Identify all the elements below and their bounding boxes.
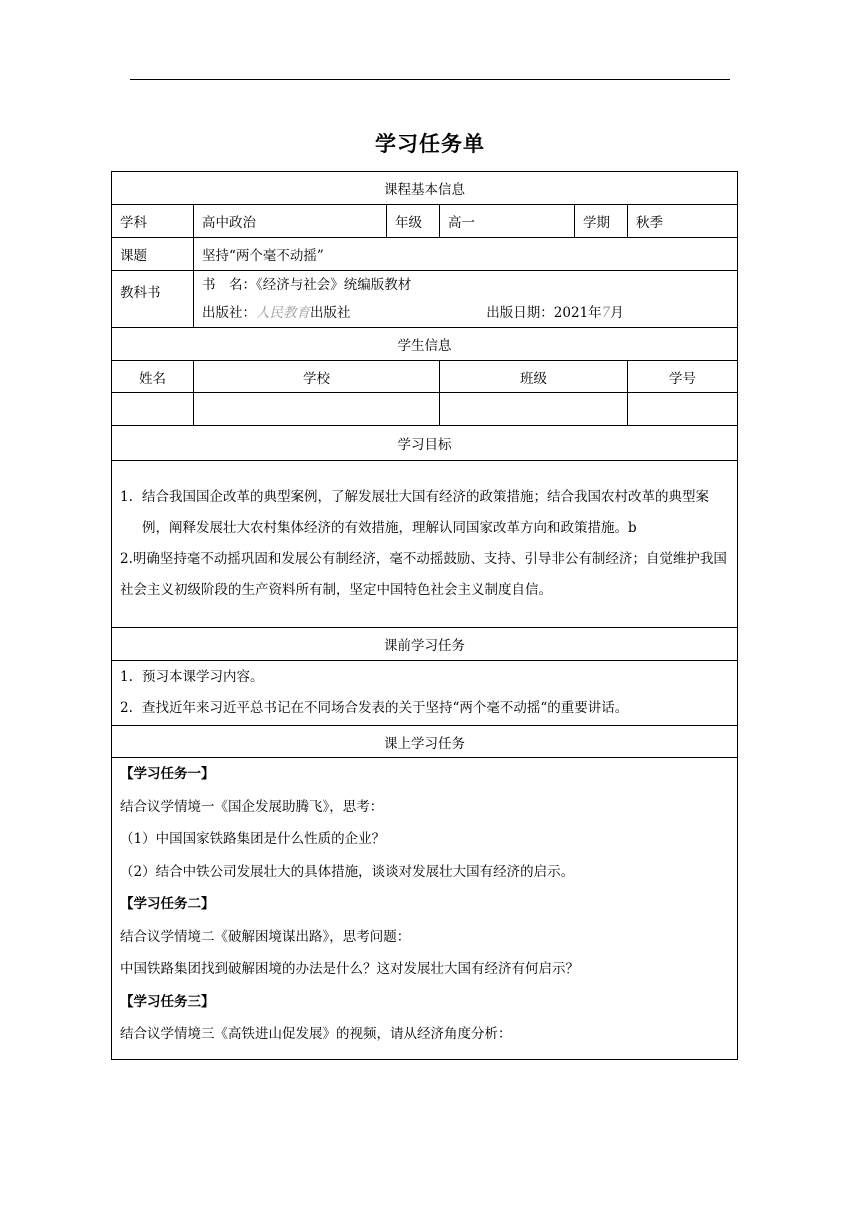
publisher-name-gray: 人民教育 <box>256 305 310 321</box>
publisher-line <box>202 299 729 327</box>
task-heading: 【学习任务三】 <box>120 993 215 1010</box>
objective-number: 1. <box>120 489 133 505</box>
section-header-in-class <box>112 726 738 758</box>
student-id-header: 学号 <box>628 361 738 393</box>
pre-task-number: 1. <box>120 669 133 685</box>
section-title: 课上学习任务 <box>112 726 738 758</box>
course-info-row <box>112 205 738 238</box>
objectives-content <box>112 461 738 628</box>
section-header-student-info <box>112 328 738 361</box>
header-rule <box>130 79 730 80</box>
book-name-value: 《经济与社会》统编版教材 <box>256 277 412 293</box>
publisher-suffix: 出版社 <box>310 305 351 321</box>
page-title: 学习任务单 <box>375 132 485 156</box>
subject-label: 学科 <box>112 205 194 238</box>
task-line: 结合议学情境三《高铁进山促发展》的视频，请从经济角度分析： <box>120 1026 512 1042</box>
section-header-course-info <box>112 172 738 205</box>
section-header-objectives <box>112 426 738 461</box>
grade-value: 高一 <box>440 205 575 238</box>
task-sheet-table <box>111 171 738 1060</box>
topic-label: 课题 <box>112 238 194 271</box>
pre-class-row <box>112 661 738 726</box>
pre-task-text: 查找近年来习近平总书记在不同场合发表的关于坚持“两个毫不动摇“的重要讲话。 <box>142 700 629 716</box>
task-heading: 【学习任务一】 <box>120 766 215 782</box>
objective-text: 2.明确坚持毫不动摇巩固和发展公有制经济，毫不动摇鼓励、支持、引导非公有制经济；自觉维护我国社会主义初级阶段的生产资料所有制，坚定中国特色社会主义制度自信。 <box>120 551 727 598</box>
section-header-pre-class <box>112 628 738 661</box>
in-class-content <box>112 758 738 1060</box>
task-line: 结合议学情境二《破解困境谋出路》，思考问题： <box>120 928 411 945</box>
in-class-row <box>112 758 738 1060</box>
section-title: 学生信息 <box>112 328 738 361</box>
student-class-cell[interactable] <box>440 393 628 426</box>
textbook-row <box>112 271 738 328</box>
task-line: 结合议学情境一《国企发展助腾飞》，思考： <box>120 798 384 815</box>
task-line: （2）结合中铁公司发展壮大的具体措施，谈谈对发展壮大国有经济的启示。 <box>120 863 575 880</box>
section-title: 课程基本信息 <box>112 172 738 205</box>
student-input-row <box>112 393 738 426</box>
book-name-label: 书 名： <box>202 277 256 293</box>
topic-row <box>112 238 738 271</box>
student-id-cell[interactable] <box>628 393 738 426</box>
topic-value: 坚持“两个毫不动摇” <box>194 238 738 271</box>
student-name-cell[interactable] <box>112 393 194 426</box>
section-title: 学习目标 <box>112 426 738 461</box>
grade-label: 年级 <box>387 205 440 238</box>
objectives-row <box>112 461 738 628</box>
publisher-label: 出版社： <box>202 305 256 321</box>
pub-date-label: 出版日期：2021年 <box>486 305 602 321</box>
objective-item <box>120 544 729 606</box>
pub-date-suffix: 月 <box>610 305 624 321</box>
term-value: 秋季 <box>628 205 738 238</box>
pre-task-item <box>120 662 729 693</box>
textbook-details <box>194 271 738 328</box>
pre-task-text: 预习本课学习内容。 <box>142 669 264 685</box>
objective-text: 结合我国国企改革的典型案例，了解发展壮大国有经济的政策措施；结合我国农村改革的典型案例，阐释发展壮大农村集体经济的有效措施，理解认同国家改革方向和政策措施。b <box>142 489 709 536</box>
student-school-header: 学校 <box>194 361 440 393</box>
student-name-header: 姓名 <box>112 361 194 393</box>
pre-task-number: 2. <box>120 700 133 716</box>
pub-date-month: 7 <box>601 305 611 321</box>
section-title: 课前学习任务 <box>112 628 738 661</box>
book-name-line <box>202 271 729 299</box>
task-line: （1）中国国家铁路集团是什么性质的企业？ <box>120 831 386 847</box>
subject-value: 高中政治 <box>194 205 387 238</box>
student-class-header: 班级 <box>440 361 628 393</box>
student-header-row <box>112 361 738 393</box>
task-line: 中国铁路集团找到破解困境的办法是什么？这对发展壮大国有经济有何启示？ <box>120 961 579 977</box>
objective-item <box>120 482 729 544</box>
task-heading: 【学习任务二】 <box>120 896 215 912</box>
textbook-label: 教科书 <box>112 271 194 328</box>
term-label: 学期 <box>575 205 628 238</box>
pre-class-content <box>112 661 738 726</box>
pre-task-item <box>120 693 729 724</box>
student-school-cell[interactable] <box>194 393 440 426</box>
